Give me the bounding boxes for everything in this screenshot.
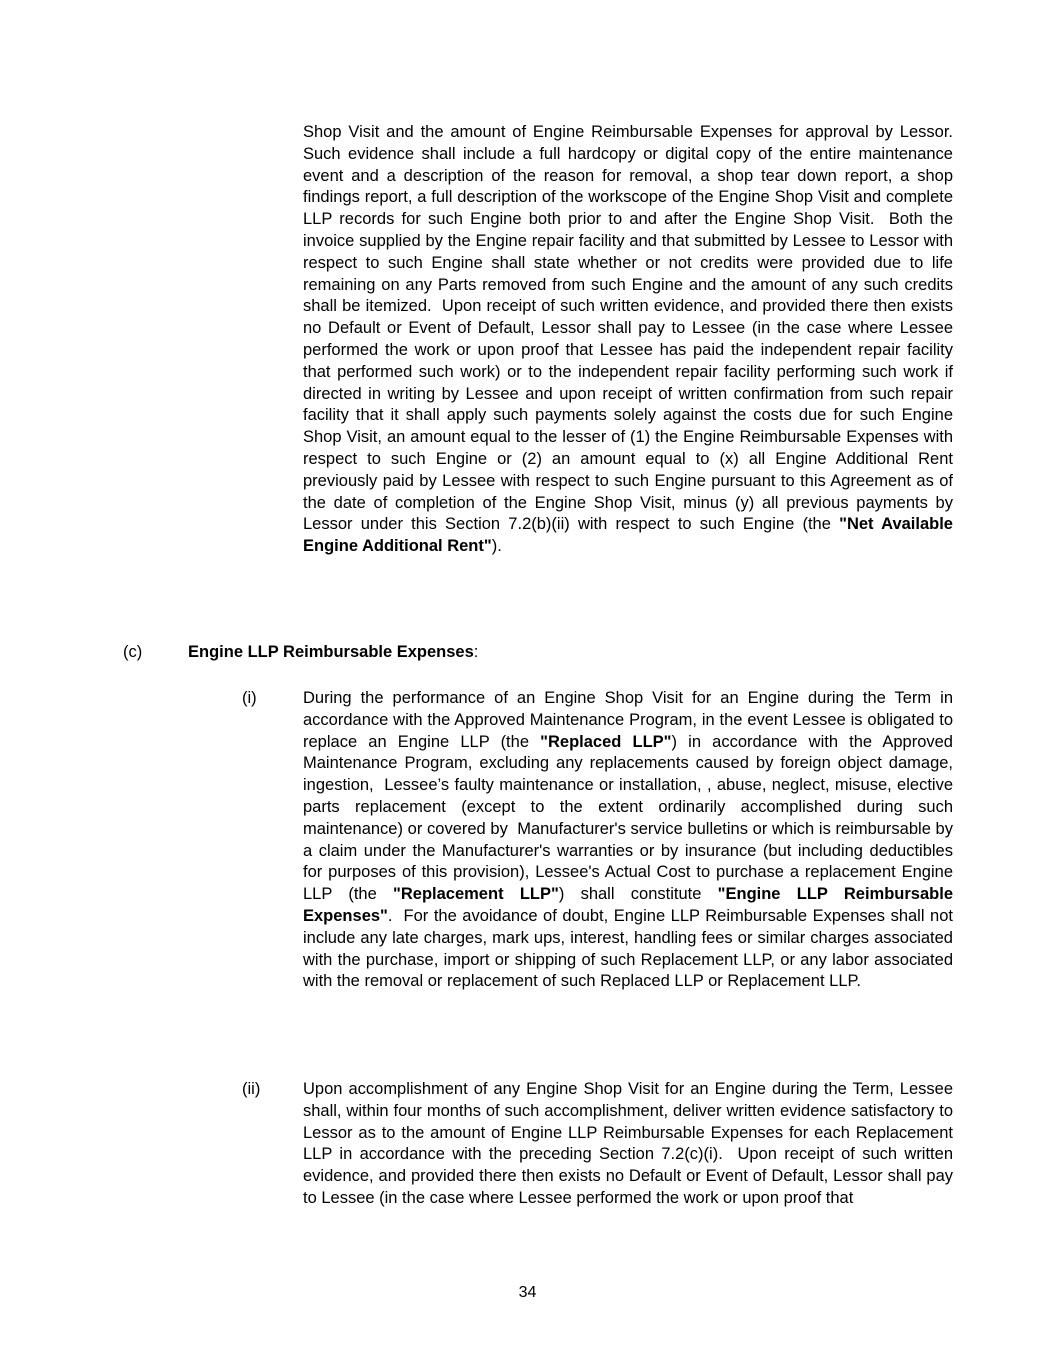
list-item-i bbox=[242, 688, 958, 993]
continuation-paragraph: Shop Visit and the amount of Engine Reimbursable Expenses for approval by Lessor. Such evidence shall include a full hardcopy or digital copy of the entire maintenance event and a description of the reason for removal, a shop tear down report, a shop findings report, a full description of the workscope of the Engine Shop Visit and complete LLP records for such Engine both prior to and after the Engine Shop Visit. Both the invoice supplied by the Engine repair facility and that submitted by Lessee to Lessor with respect to such Engine shall state whether or not credits were provided due to life remaining on any Parts removed from such Engine and the amount of any such credits shall be itemized. Upon receipt of such written evidence, and provided there then exists no Default or Event of Default, Lessor shall pay to Lessee (in the case where Lessee performed the work or upon proof that Lessee has paid the independent repair facility that performed such work) or to the independent repair facility performing such work if directed in writing by Lessee and upon receipt of written confirmation from such repair facility that it shall apply such payments solely against the costs due for such Engine Shop Visit, an amount equal to the lesser of (1) the Engine Reimbursable Expenses with respect to such Engine or (2) an amount equal to (x) all Engine Additional Rent previously paid by Lessee with respect to such Engine pursuant to this Agreement as of the date of completion of the Engine Shop Visit, minus (y) all previous payments by Lessor under this Section 7.2(b)(ii) with respect to such Engine (the "Net Available Engine Additional Rent"). bbox=[303, 123, 963, 556]
list-item-ii-label: (ii) bbox=[242, 1080, 261, 1098]
section-heading-row bbox=[123, 642, 953, 664]
page-number: 34 bbox=[518, 1284, 537, 1301]
list-item-ii-paragraph: Upon accomplishment of any Engine Shop Visit for an Engine during the Term, Lessee shall, within four months of such accomplishment, deliver written evidence satisfactory to Lessor as to the amount of Engine LLP Reimbursable Expenses for each Replacement LLP in accordance with the preceding Section 7.2(c)(i). Upon receipt of such written evidence, and provided there then exists no Default or Event of Default, Lessor shall pay to Lessee (in the case where Lessee performed the work or upon proof that bbox=[303, 1080, 958, 1207]
section-heading-colon: : bbox=[473, 643, 479, 661]
section-heading bbox=[188, 643, 478, 661]
list-item-ii bbox=[242, 1079, 958, 1210]
section-label: (c) bbox=[123, 643, 143, 661]
section-heading-text: Engine LLP Reimbursable Expenses bbox=[188, 643, 474, 661]
list-item-i-paragraph: During the performance of an Engine Shop Visit for an Engine during the Term in accordance with the Approved Maintenance Program, in the event Lessee is obligated to replace an Engine LLP (the "Replaced LLP") in accordance with the Approved Maintenance Program, excluding any replacements caused by foreign object damage, ingestion, Lessee’s faulty maintenance or installation, , abuse, neglect, misuse, elective parts replacement (except to the extent ordinarily accomplished during such maintenance) or covered by Manufacturer's service bulletins or which is reimbursable by a claim under the Manufacturer's warranties or by insurance (but including deductibles for purposes of this provision), Lessee's Actual Cost to purchase a replacement Engine LLP (the "Replacement LLP") shall constitute "Engine LLP Reimbursable Expenses". For the avoidance of doubt, Engine LLP Reimbursable Expenses shall not include any late charges, mark ups, interest, handling fees or similar charges associated with the purchase, import or shipping of such Replacement LLP, or any labor associated with the removal or replacement of such Replaced LLP or Replacement LLP. bbox=[303, 689, 958, 991]
list-item-i-label: (i) bbox=[242, 689, 257, 707]
